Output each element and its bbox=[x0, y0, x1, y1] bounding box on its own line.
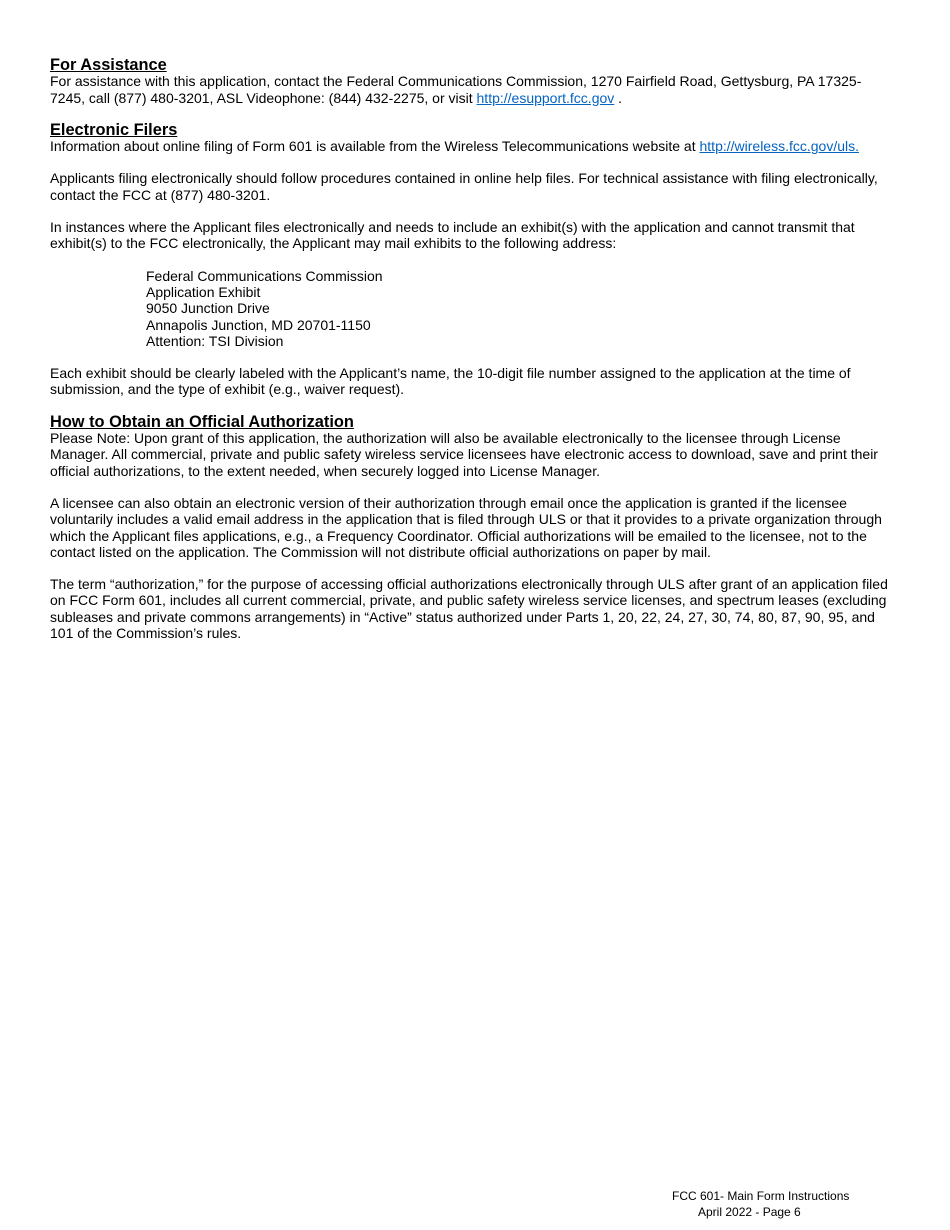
electronic-intro-text: Information about online filing of Form 601 is available from the Wireless Telecommunications website at bbox=[50, 138, 700, 155]
assistance-paragraph bbox=[50, 73, 890, 106]
address-line: Application Exhibit bbox=[146, 283, 261, 300]
authorization-term-paragraph: The term “authorization,” for the purpose of accessing official authorizations electronically through ULS after grant of an application filed on FCC Form 601, includes all current commercial, private, and public safety wireless service licenses, and spectrum leases (excluding subleases and private commons arrangements) in “Active” status authorized under Parts 1, 20, 22, 24, 27, 30, 74, 80, 87, 90, 95, and 101 of the Commission’s rules. bbox=[50, 576, 888, 642]
electronic-intro-paragraph bbox=[50, 138, 890, 154]
page-footer bbox=[672, 1189, 849, 1220]
electronic-filers-heading: Electronic Filers bbox=[50, 120, 178, 139]
address-line: 9050 Junction Drive bbox=[146, 300, 270, 317]
official-authorization-heading: How to Obtain an Official Authorization bbox=[50, 412, 354, 431]
footer-page-number: April 2022 - Page 6 bbox=[698, 1204, 801, 1219]
exhibit-label-paragraph: Each exhibit should be clearly labeled with the Applicant’s name, the 10-digit file number assigned to the application at the time of submission, and the type of exhibit (e.g., waiver request). bbox=[50, 365, 851, 398]
address-line: Attention: TSI Division bbox=[146, 332, 284, 349]
email-authorization-paragraph: A licensee can also obtain an electronic version of their authorization through email once the application is granted if the licensee voluntarily includes a valid email address in the application that is filed through ULS or that it provides to a private organization through which the Applicant files applications, e.g., a Frequency Coordinator. Official authorizations will be emailed to the licensee, not to the contact listed on the application. The Commission will not distribute official authorizations on paper by mail. bbox=[50, 494, 882, 560]
assistance-text-end: . bbox=[614, 89, 623, 106]
assistance-heading: For Assistance bbox=[50, 56, 167, 74]
mailing-address bbox=[50, 268, 890, 349]
address-line: Federal Communications Commission bbox=[146, 267, 383, 284]
assistance-text: For assistance with this application, contact the Federal Communications Commission, 1270 Fairfield Road, Gettysburg, PA 17325-7245, call (877) 480-3201, ASL Videophone: (844) 432-2275, or visit bbox=[50, 73, 862, 106]
footer-form-title: FCC 601- Main Form Instructions bbox=[672, 1189, 850, 1203]
wireless-uls-link[interactable]: http://wireless.fcc.gov/uls. bbox=[699, 138, 860, 155]
esupport-link[interactable]: http://esupport.fcc.gov bbox=[476, 89, 615, 106]
address-line: Annapolis Junction, MD 20701-1150 bbox=[146, 316, 371, 333]
electronic-procedures-paragraph: Applicants filing electronically should follow procedures contained in online help files. For technical assistance with filing electronically, contact the FCC at (877) 480-3201. bbox=[50, 170, 878, 203]
electronic-exhibit-paragraph: In instances where the Applicant files electronically and needs to include an exhibit(s) with the application and cannot transmit that exhibit(s) to the FCC electronically, the Applicant may mail exhibits to the following address: bbox=[50, 219, 855, 252]
document-body bbox=[50, 57, 890, 641]
please-note-paragraph: Please Note: Upon grant of this application, the authorization will also be available electronically to the licensee through License Manager. All commercial, private and public safety wireless service licensees have electronic access to download, save and print their official authorizations, to the extent needed, when securely logged into License Manager. bbox=[50, 430, 878, 479]
